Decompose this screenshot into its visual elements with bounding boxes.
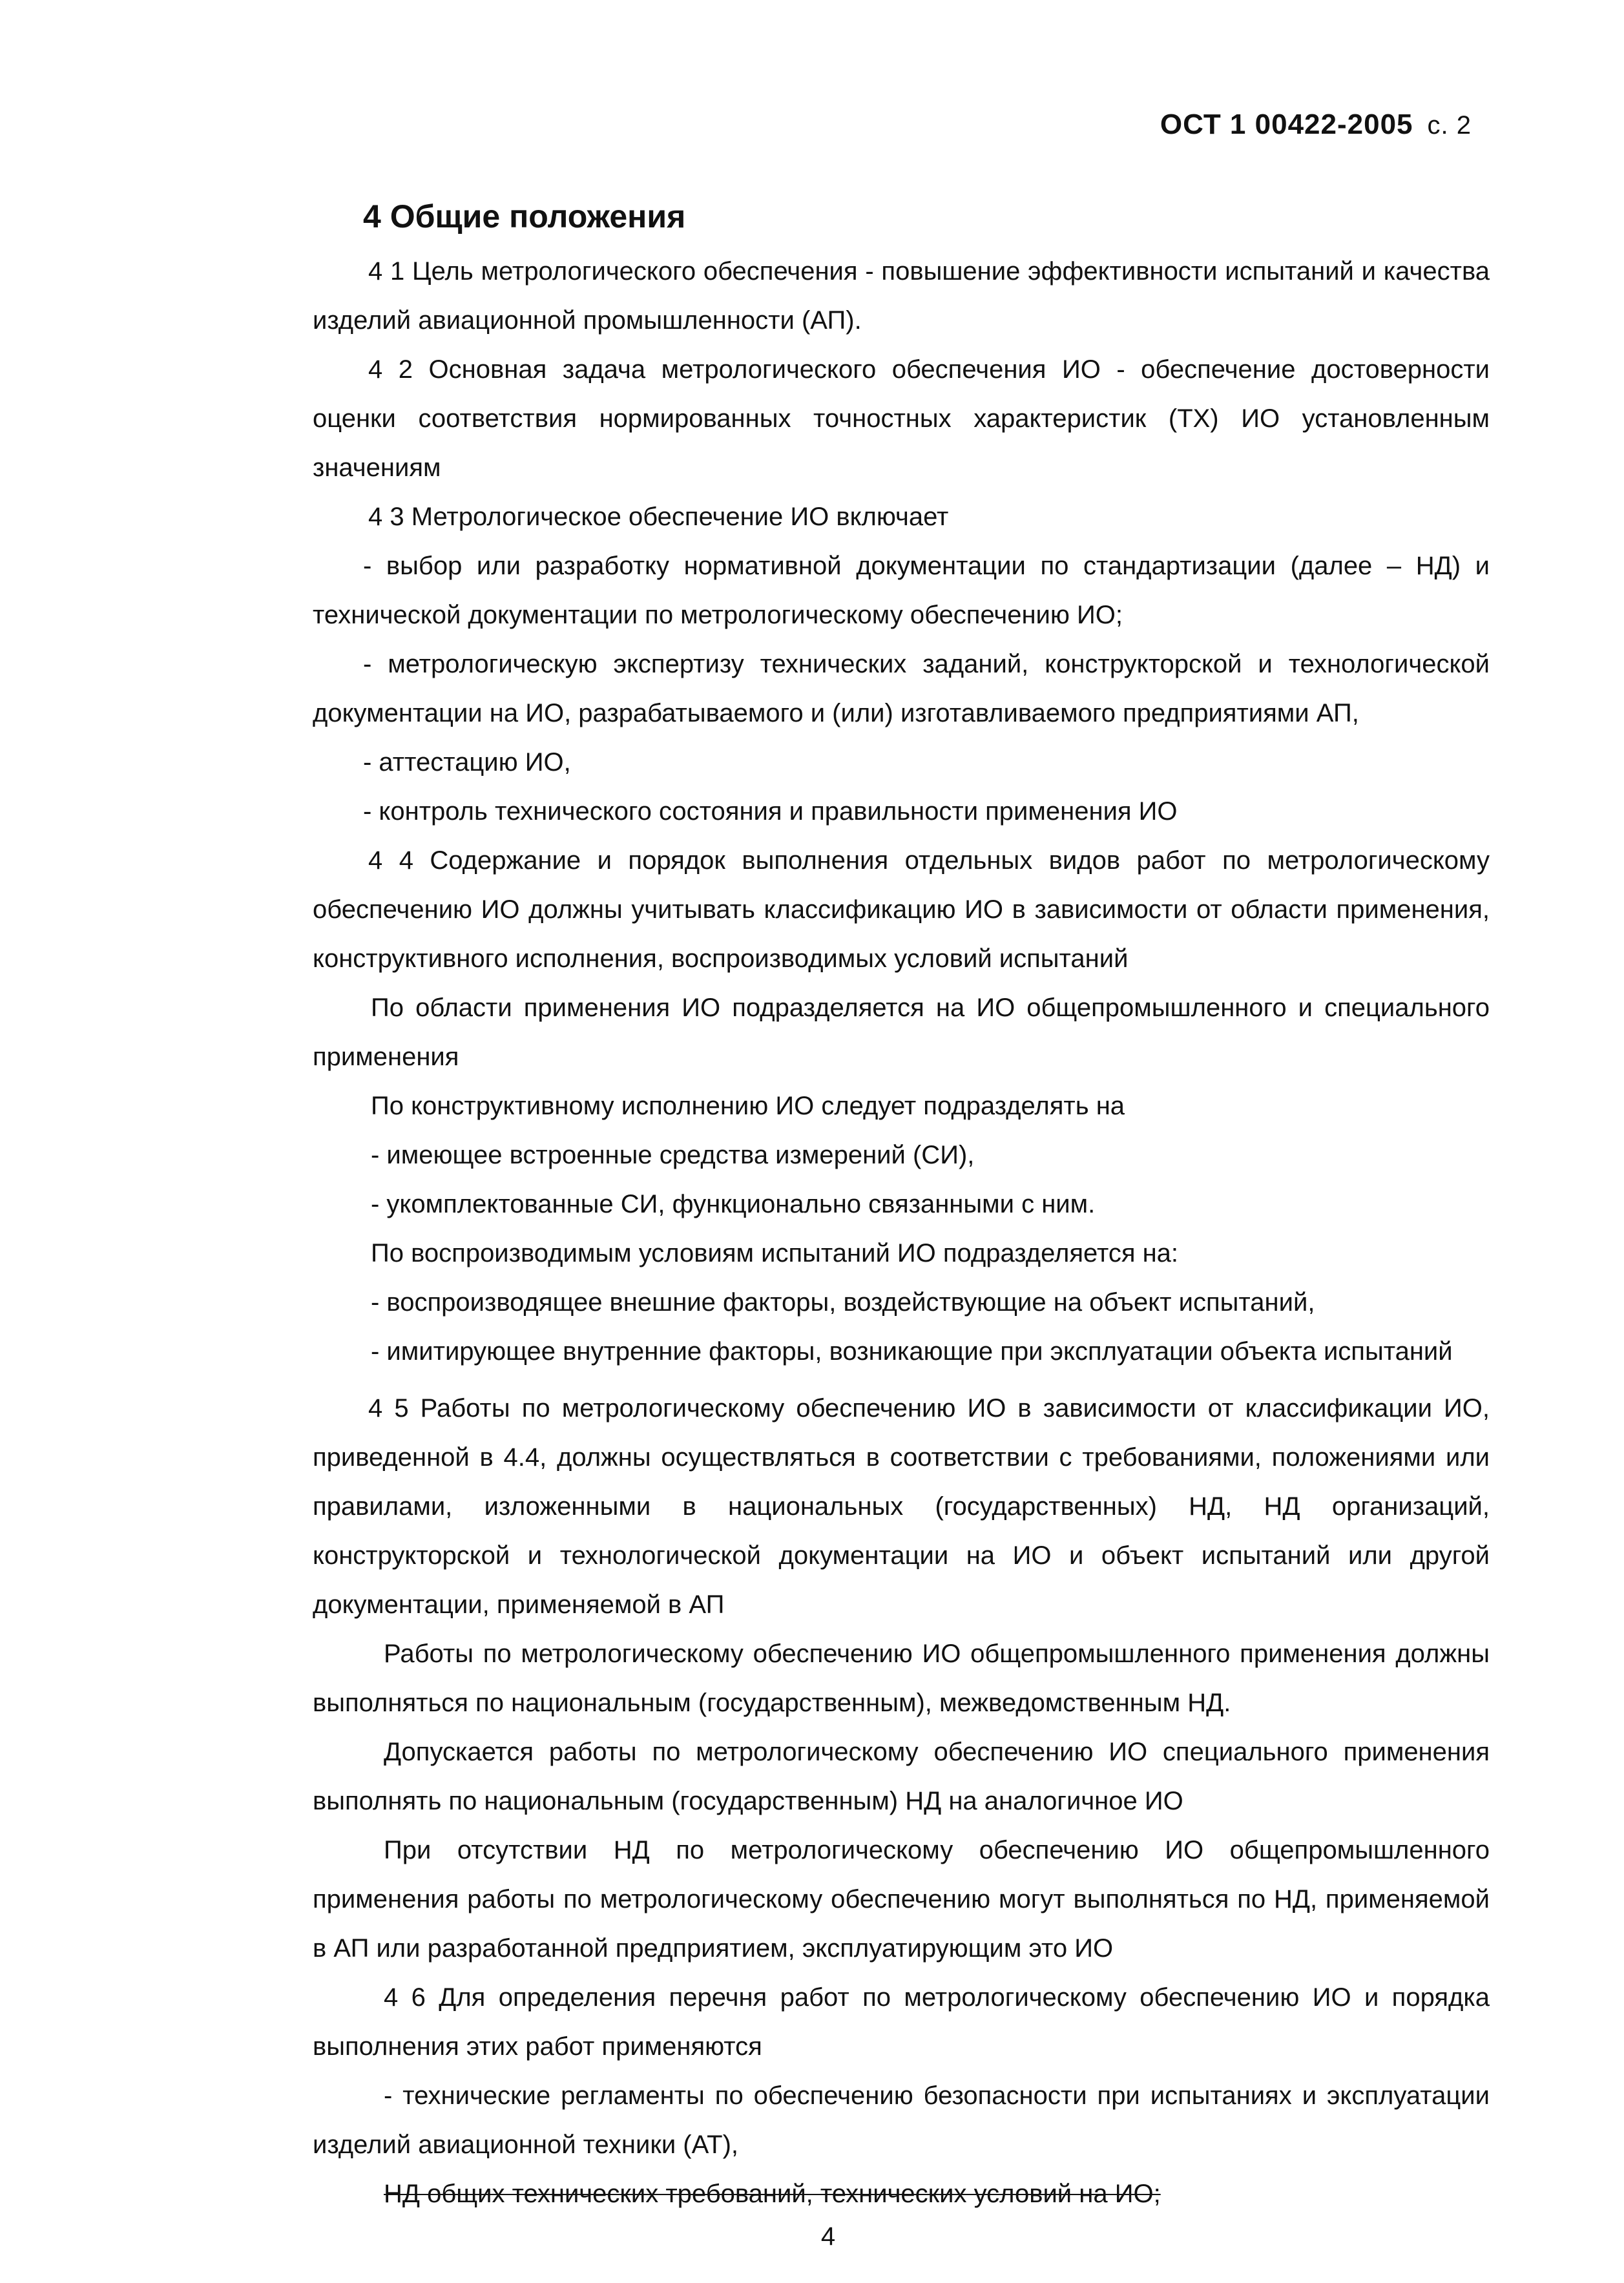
paragraph: 4 1 Цель метрологического обеспечения - повышение эффективности испытаний и качества изделий авиационной промышленности (АП). [313,257,1490,335]
paragraph: Работы по метрологическому обеспечению ИО общепромышленного применения должны выполняться по национальным (государственным), межведомственным НД. [313,1640,1490,1717]
list-item: - аттестацию ИО, [363,748,571,777]
paragraph: 4 4 Содержание и порядок выполнения отдельных видов работ по метрологическому обеспечению ИО должны учитывать классификацию ИО в зависимости от области применения, конструктивного исполнения, воспроизводимых условий испытаний [313,846,1490,973]
list-item: - метрологическую экспертизу технических заданий, конструкторской и технологической документации на ИО, разрабатываемого и (или) изготавливаемого предприятиями АП, [313,650,1490,727]
page-number: 4 [820,2222,836,2251]
list-item: - имеющее встроенные средства измерений (СИ), [371,1141,975,1169]
list-item: НД общих технических требований, технических условий на ИО; [384,2180,1161,2208]
list-item: - технические регламенты по обеспечению безопасности при испытаниях и эксплуатации изделий авиационной техники (АТ), [313,2081,1490,2159]
page-header [1160,109,1472,141]
list-item: - контроль технического состояния и правильности применения ИО [363,797,1178,826]
paragraph: По воспроизводимым условиям испытаний ИО подразделяется на: [371,1239,1179,1267]
paragraph: По конструктивному исполнению ИО следует подразделять на [371,1092,1125,1120]
paragraph: 4 6 Для определения перечня работ по метрологическому обеспечению ИО и порядка выполнения этих работ применяются [313,1983,1490,2061]
standard-designation: ОСТ 1 00422-2005 [1160,109,1413,140]
paragraph: Допускается работы по метрологическому обеспечению ИО специального применения выполнять по национальным (государственным) НД на аналогичное ИО [313,1738,1490,1815]
list-item: - укомплектованные СИ, функционально связанными с ним. [371,1190,1096,1218]
document-body [313,247,1490,2218]
list-item: - имитирующее внутренние факторы, возникающие при эксплуатации объекта испытаний [371,1337,1453,1366]
section-title: 4 Общие положения [363,198,686,235]
paragraph: 4 2 Основная задача метрологического обеспечения ИО - обеспечение достоверности оценки соответствия нормированных точностных характеристик (ТХ) ИО установленным значениям [313,355,1490,482]
list-item: - воспроизводящее внешние факторы, воздействующие на объект испытаний, [371,1288,1315,1317]
paragraph: При отсутствии НД по метрологическому обеспечению ИО общепромышленного применения работы по метрологическому обеспечению могут выполняться по НД, применяемой в АП или разработанной предприятием, эксплуатирующим это ИО [313,1836,1490,1963]
list-item: - выбор или разработку нормативной документации по стандартизации (далее – НД) и технической документации по метрологическому обеспечению ИО; [313,552,1490,629]
paragraph: 4 3 Метрологическое обеспечение ИО включает [368,503,949,531]
paragraph: По области применения ИО подразделяется на ИО общепромышленного и специального применения [313,994,1490,1071]
page-reference: с. 2 [1427,111,1472,140]
paragraph: 4 5 Работы по метрологическому обеспечению ИО в зависимости от классификации ИО, приведенной в 4.4, должны осуществляться в соответствии с требованиями, положениями или правилами, изложенными в национальных (государственных) НД, НД организаций, конструкторской и технологической документации на ИО и объект испытаний или другой документации, применяемой в АП [313,1394,1490,1619]
